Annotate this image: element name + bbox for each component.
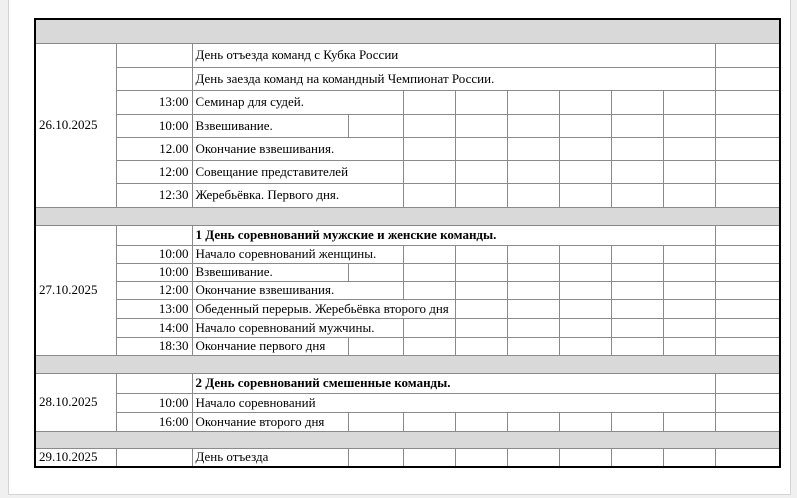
event-cell	[192, 183, 403, 207]
event-cell	[192, 373, 715, 393]
separator-row	[35, 431, 780, 448]
event-text: Взвешивание.	[195, 117, 273, 133]
empty-cell	[663, 412, 715, 431]
empty-cell	[663, 263, 715, 281]
empty-cell	[507, 412, 559, 431]
separator-cell	[35, 355, 780, 373]
event-cell	[192, 299, 455, 318]
empty-cell	[559, 114, 611, 137]
empty-cell	[611, 337, 663, 355]
event-text: Совещание представителей	[195, 163, 349, 179]
event-cell	[192, 90, 403, 114]
empty-cell	[455, 281, 507, 299]
empty-cell	[663, 183, 715, 207]
table-row	[35, 43, 780, 67]
empty-cell	[348, 412, 403, 431]
empty-cell	[403, 281, 455, 299]
table-row	[35, 299, 780, 318]
table-row	[35, 281, 780, 299]
table-row	[35, 90, 780, 114]
event-text: Окончание взвешивания.	[195, 282, 335, 297]
event-cell	[192, 160, 403, 183]
empty-cell	[403, 245, 455, 263]
time-cell: 13:00	[116, 90, 192, 114]
empty-cell	[559, 318, 611, 337]
document-page	[8, 0, 791, 495]
empty-cell	[663, 299, 715, 318]
empty-cell	[611, 412, 663, 431]
empty-cell	[559, 90, 611, 114]
empty-cell	[455, 337, 507, 355]
event-text: День отъезда	[195, 449, 269, 465]
empty-cell	[507, 137, 559, 160]
event-text: Семинар для судей.	[195, 94, 304, 109]
empty-cell	[663, 114, 715, 137]
event-cell	[192, 67, 715, 90]
empty-cell	[348, 448, 403, 467]
table-row	[35, 137, 780, 160]
event-cell	[192, 281, 403, 299]
separator-row	[35, 355, 780, 373]
time-cell: 12:30	[116, 183, 192, 207]
event-text: Окончание взвешивания.	[195, 140, 335, 156]
empty-cell	[455, 448, 507, 467]
date-cell: 29.10.2025	[35, 448, 116, 467]
empty-cell	[715, 137, 780, 160]
event-text: День заезда команд на командный Чемпионат России.	[195, 70, 495, 86]
empty-cell	[403, 160, 455, 183]
empty-cell	[559, 160, 611, 183]
event-text: Взвешивание.	[195, 264, 273, 279]
event-cell	[192, 114, 348, 137]
empty-cell	[715, 245, 780, 263]
empty-cell	[455, 183, 507, 207]
separator-row	[35, 19, 780, 43]
empty-cell	[455, 318, 507, 337]
table-row	[35, 245, 780, 263]
time-cell: 18:30	[116, 337, 192, 355]
empty-cell	[715, 43, 780, 67]
empty-cell	[715, 373, 780, 393]
empty-cell	[403, 183, 455, 207]
empty-cell	[507, 160, 559, 183]
event-cell	[192, 412, 348, 431]
empty-cell	[663, 245, 715, 263]
time-cell: 10:00	[116, 263, 192, 281]
schedule-table	[34, 18, 781, 468]
separator-cell	[35, 19, 780, 43]
event-text: 1 День соревнований мужские и женские команды.	[195, 227, 497, 242]
empty-cell	[403, 263, 455, 281]
empty-cell	[507, 90, 559, 114]
event-cell	[192, 448, 348, 467]
time-cell	[116, 43, 192, 67]
table-row	[35, 393, 780, 412]
event-text: Жеребьёвка. Первого дня.	[195, 187, 340, 202]
empty-cell	[403, 137, 455, 160]
empty-cell	[715, 448, 780, 467]
time-cell: 10:00	[116, 114, 192, 137]
empty-cell	[455, 160, 507, 183]
time-cell: 14:00	[116, 318, 192, 337]
empty-cell	[715, 263, 780, 281]
table-row	[35, 183, 780, 207]
event-text: Начало соревнований женщины.	[195, 246, 377, 261]
time-cell	[116, 67, 192, 90]
empty-cell	[455, 114, 507, 137]
event-text: Обеденный перерыв. Жеребьёвка второго дня	[195, 300, 449, 316]
event-text: Начало соревнований мужчины.	[195, 319, 375, 335]
empty-cell	[455, 137, 507, 160]
empty-cell	[455, 245, 507, 263]
event-cell	[192, 318, 403, 337]
empty-cell	[507, 114, 559, 137]
empty-cell	[403, 318, 455, 337]
empty-cell	[663, 160, 715, 183]
empty-cell	[663, 281, 715, 299]
table-row	[35, 373, 780, 393]
empty-cell	[611, 160, 663, 183]
empty-cell	[507, 299, 559, 318]
event-text: Окончание первого дня	[195, 338, 326, 353]
empty-cell	[663, 90, 715, 114]
empty-cell	[663, 337, 715, 355]
empty-cell	[715, 114, 780, 137]
empty-cell	[403, 114, 455, 137]
empty-cell	[455, 90, 507, 114]
event-text: 2 День соревнований смешенные команды.	[195, 375, 451, 390]
empty-cell	[715, 337, 780, 355]
time-cell: 10:00	[116, 393, 192, 412]
event-text: Начало соревнований	[195, 394, 316, 410]
empty-cell	[611, 245, 663, 263]
event-cell	[192, 225, 715, 245]
time-cell: 12:00	[116, 160, 192, 183]
empty-cell	[715, 90, 780, 114]
empty-cell	[507, 183, 559, 207]
table-row	[35, 412, 780, 431]
table-row	[35, 160, 780, 183]
event-cell	[192, 137, 403, 160]
empty-cell	[715, 183, 780, 207]
empty-cell	[559, 245, 611, 263]
empty-cell	[559, 337, 611, 355]
empty-cell	[559, 137, 611, 160]
table-row	[35, 67, 780, 90]
empty-cell	[403, 90, 455, 114]
empty-cell	[715, 225, 780, 245]
time-cell	[116, 373, 192, 393]
empty-cell	[507, 337, 559, 355]
empty-cell	[559, 263, 611, 281]
event-cell	[192, 263, 348, 281]
empty-cell	[715, 160, 780, 183]
date-cell: 27.10.2025	[35, 225, 116, 355]
empty-cell	[715, 299, 780, 318]
empty-cell	[611, 114, 663, 137]
event-cell	[192, 245, 403, 263]
empty-cell	[507, 263, 559, 281]
empty-cell	[507, 281, 559, 299]
separator-cell	[35, 431, 780, 448]
empty-cell	[663, 318, 715, 337]
empty-cell	[455, 263, 507, 281]
event-text: День отъезда команд с Кубка России	[195, 47, 399, 62]
empty-cell	[403, 448, 455, 467]
empty-cell	[455, 299, 507, 318]
time-cell	[116, 448, 192, 467]
empty-cell	[559, 412, 611, 431]
empty-cell	[348, 263, 403, 281]
time-cell: 10:00	[116, 245, 192, 263]
empty-cell	[403, 337, 455, 355]
time-cell: 12.00	[116, 137, 192, 160]
empty-cell	[611, 318, 663, 337]
empty-cell	[715, 67, 780, 90]
empty-cell	[559, 183, 611, 207]
time-cell: 13:00	[116, 299, 192, 318]
empty-cell	[403, 412, 455, 431]
empty-cell	[611, 281, 663, 299]
table-row	[35, 263, 780, 281]
time-cell: 12:00	[116, 281, 192, 299]
separator-cell	[35, 207, 780, 225]
empty-cell	[663, 448, 715, 467]
empty-cell	[507, 318, 559, 337]
table-row	[35, 448, 780, 467]
time-cell: 16:00	[116, 412, 192, 431]
empty-cell	[715, 281, 780, 299]
table-row	[35, 225, 780, 245]
empty-cell	[715, 393, 780, 412]
empty-cell	[559, 299, 611, 318]
empty-cell	[348, 114, 403, 137]
event-cell	[192, 43, 715, 67]
event-text: Окончание второго дня	[195, 413, 325, 429]
empty-cell	[348, 337, 403, 355]
empty-cell	[559, 281, 611, 299]
empty-cell	[611, 263, 663, 281]
empty-cell	[507, 245, 559, 263]
empty-cell	[715, 412, 780, 431]
empty-cell	[611, 137, 663, 160]
separator-row	[35, 207, 780, 225]
empty-cell	[611, 448, 663, 467]
table-row	[35, 318, 780, 337]
event-cell	[192, 337, 348, 355]
table-row	[35, 114, 780, 137]
empty-cell	[715, 318, 780, 337]
empty-cell	[611, 90, 663, 114]
empty-cell	[611, 299, 663, 318]
empty-cell	[559, 448, 611, 467]
empty-cell	[663, 137, 715, 160]
event-cell	[192, 393, 715, 412]
empty-cell	[507, 448, 559, 467]
date-cell: 28.10.2025	[35, 373, 116, 431]
table-row	[35, 337, 780, 355]
empty-cell	[611, 183, 663, 207]
time-cell	[116, 225, 192, 245]
empty-cell	[455, 412, 507, 431]
date-cell: 26.10.2025	[35, 43, 116, 207]
